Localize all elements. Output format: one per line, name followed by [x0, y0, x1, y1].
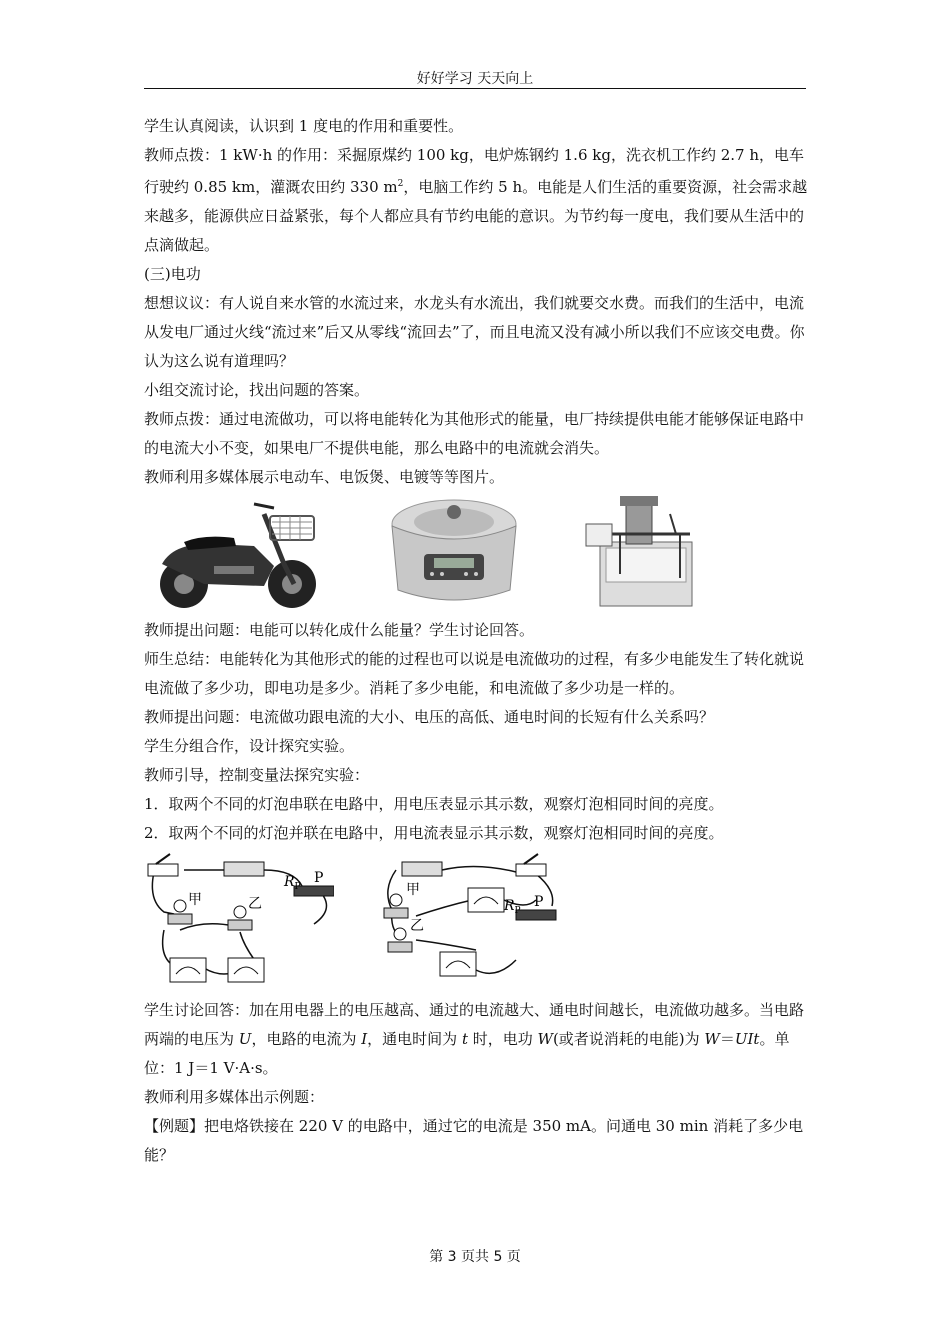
formula-uit: UIt: [734, 1030, 760, 1048]
formula-text-1: 学生讨论回答：加在用电器上的电压越高、通过的电流越大、通电时间越长，电流做功越多。当电路两端的电压为: [144, 1001, 805, 1048]
list-item-2: 2．取两个不同的灯泡并联在电路中，用电流表显示其示数，观察灯泡相同时间的亮度。: [144, 824, 724, 842]
paragraph: 小组交流讨论，找出问题的答案。: [144, 381, 370, 399]
paragraph: 师生总结：电能转化为其他形式的能的过程也可以说是电流做功的过程，有多少电能发生了转化就说电流做了多少功，即电功是多少。消耗了多少电能，和电流做了多少功是一样的。: [144, 650, 805, 697]
rice-cooker-image: [384, 494, 524, 612]
page-footer: 第 3 页共 5 页: [429, 1249, 521, 1265]
paragraph: 教师提出问题：电流做功跟电流的大小、电压的高低、通电时间的长短有什么关系吗？: [144, 708, 715, 726]
paragraph-kwh: 教师点拨：1 kW·h 的作用：采掘原煤约 100 kg，电炉炼钢约 1.6 kg，洗衣机工作约 2.7 h，电车行驶约 0.85 km，灌溉农田约 330 $m^2$，电脑工作约 5 h。电能是人们生活的重要资源，社会需求越来越多，能源供应日益紧张，每个人都应具有节约电能的意识。为节约每一度电，我们要从生活中的点滴做起。: [144, 146, 808, 254]
parallel-circuit-diagram: [376, 850, 566, 990]
example-problem: 【例题】把电烙铁接在 220 V 的电路中，通过它的电流是 350 mA。问通电 30 min 消耗了多少电能？: [144, 1117, 804, 1164]
slider-label: P: [314, 870, 324, 886]
page-header: 好好学习 天天向上: [416, 71, 534, 87]
paragraph: 教师利用多媒体出示例题：: [144, 1088, 325, 1106]
bulb-a-label: 甲: [188, 892, 202, 908]
var-i: I: [361, 1030, 368, 1048]
formula-w: W: [704, 1030, 720, 1048]
electric-scooter-image: [144, 494, 324, 612]
series-circuit-diagram: [144, 850, 334, 990]
var-w: W: [537, 1030, 553, 1048]
rheostat-p-sub: P: [294, 882, 301, 892]
rheostat-label-2: [503, 898, 521, 916]
paragraph: 教师提出问题：电能可以转化成什么能量？学生讨论回答。: [144, 621, 535, 639]
rheostat-r-2: R: [504, 898, 515, 914]
electroplating-image: [580, 494, 710, 612]
formula-text-4: 时，电功: [467, 1030, 538, 1048]
paragraph: 教师引导，控制变量法探究实验：: [144, 766, 370, 784]
formula-text-5: (或者说消耗的电能)为: [552, 1030, 705, 1048]
appliance-images: [144, 494, 808, 612]
document-body: [144, 112, 808, 1170]
formula-text-2: ，电路的电流为: [251, 1030, 362, 1048]
formula-text-3: ，通电时间为: [367, 1030, 462, 1048]
bulb-b-label: 乙: [248, 896, 262, 912]
rheostat-label: [283, 874, 301, 892]
rheostat-r: R: [284, 874, 295, 890]
rheostat-p-sub-2: P: [514, 906, 521, 916]
paragraph: 学生认真阅读，认识到 1 度电的作用和重要性。: [144, 117, 464, 135]
slider-label-2: P: [534, 894, 544, 910]
bulb-a-label-2: 甲: [406, 882, 420, 898]
var-u: U: [238, 1030, 252, 1048]
header-rule: [144, 88, 806, 89]
section-heading: (三)电功: [144, 265, 201, 283]
formula-text-6: 。单位：1 J＝1 V·A·s。: [144, 1030, 790, 1077]
circuit-diagrams: [144, 850, 808, 996]
formula-paragraph: [144, 996, 808, 1083]
paragraph: 学生分组合作，设计探究实验。: [144, 737, 355, 755]
var-t: t: [461, 1030, 468, 1048]
paragraph: 教师点拨：通过电流做功，可以将电能转化为其他形式的能量，电厂持续提供电能才能够保证电路中的电流大小不变，如果电厂不提供电能，那么电路中的电流就会消失。: [144, 410, 805, 457]
paragraph: 想想议议：有人说自来水管的水流过来，水龙头有水流出，我们就要交水费。而我们的生活中，电流从发电厂通过火线“流过来”后又从零线“流回去”了，而且电流又没有减小所以我们不应该交电费。你认为这么说有道理吗？: [144, 294, 805, 370]
list-item-1: 1．取两个不同的灯泡串联在电路中，用电压表显示其示数，观察灯泡相同时间的亮度。: [144, 795, 724, 813]
paragraph: 教师利用多媒体展示电动车、电饭煲、电镀等等图片。: [144, 468, 505, 486]
formula-eq: ＝: [719, 1030, 735, 1048]
bulb-b-label-2: 乙: [410, 918, 424, 934]
